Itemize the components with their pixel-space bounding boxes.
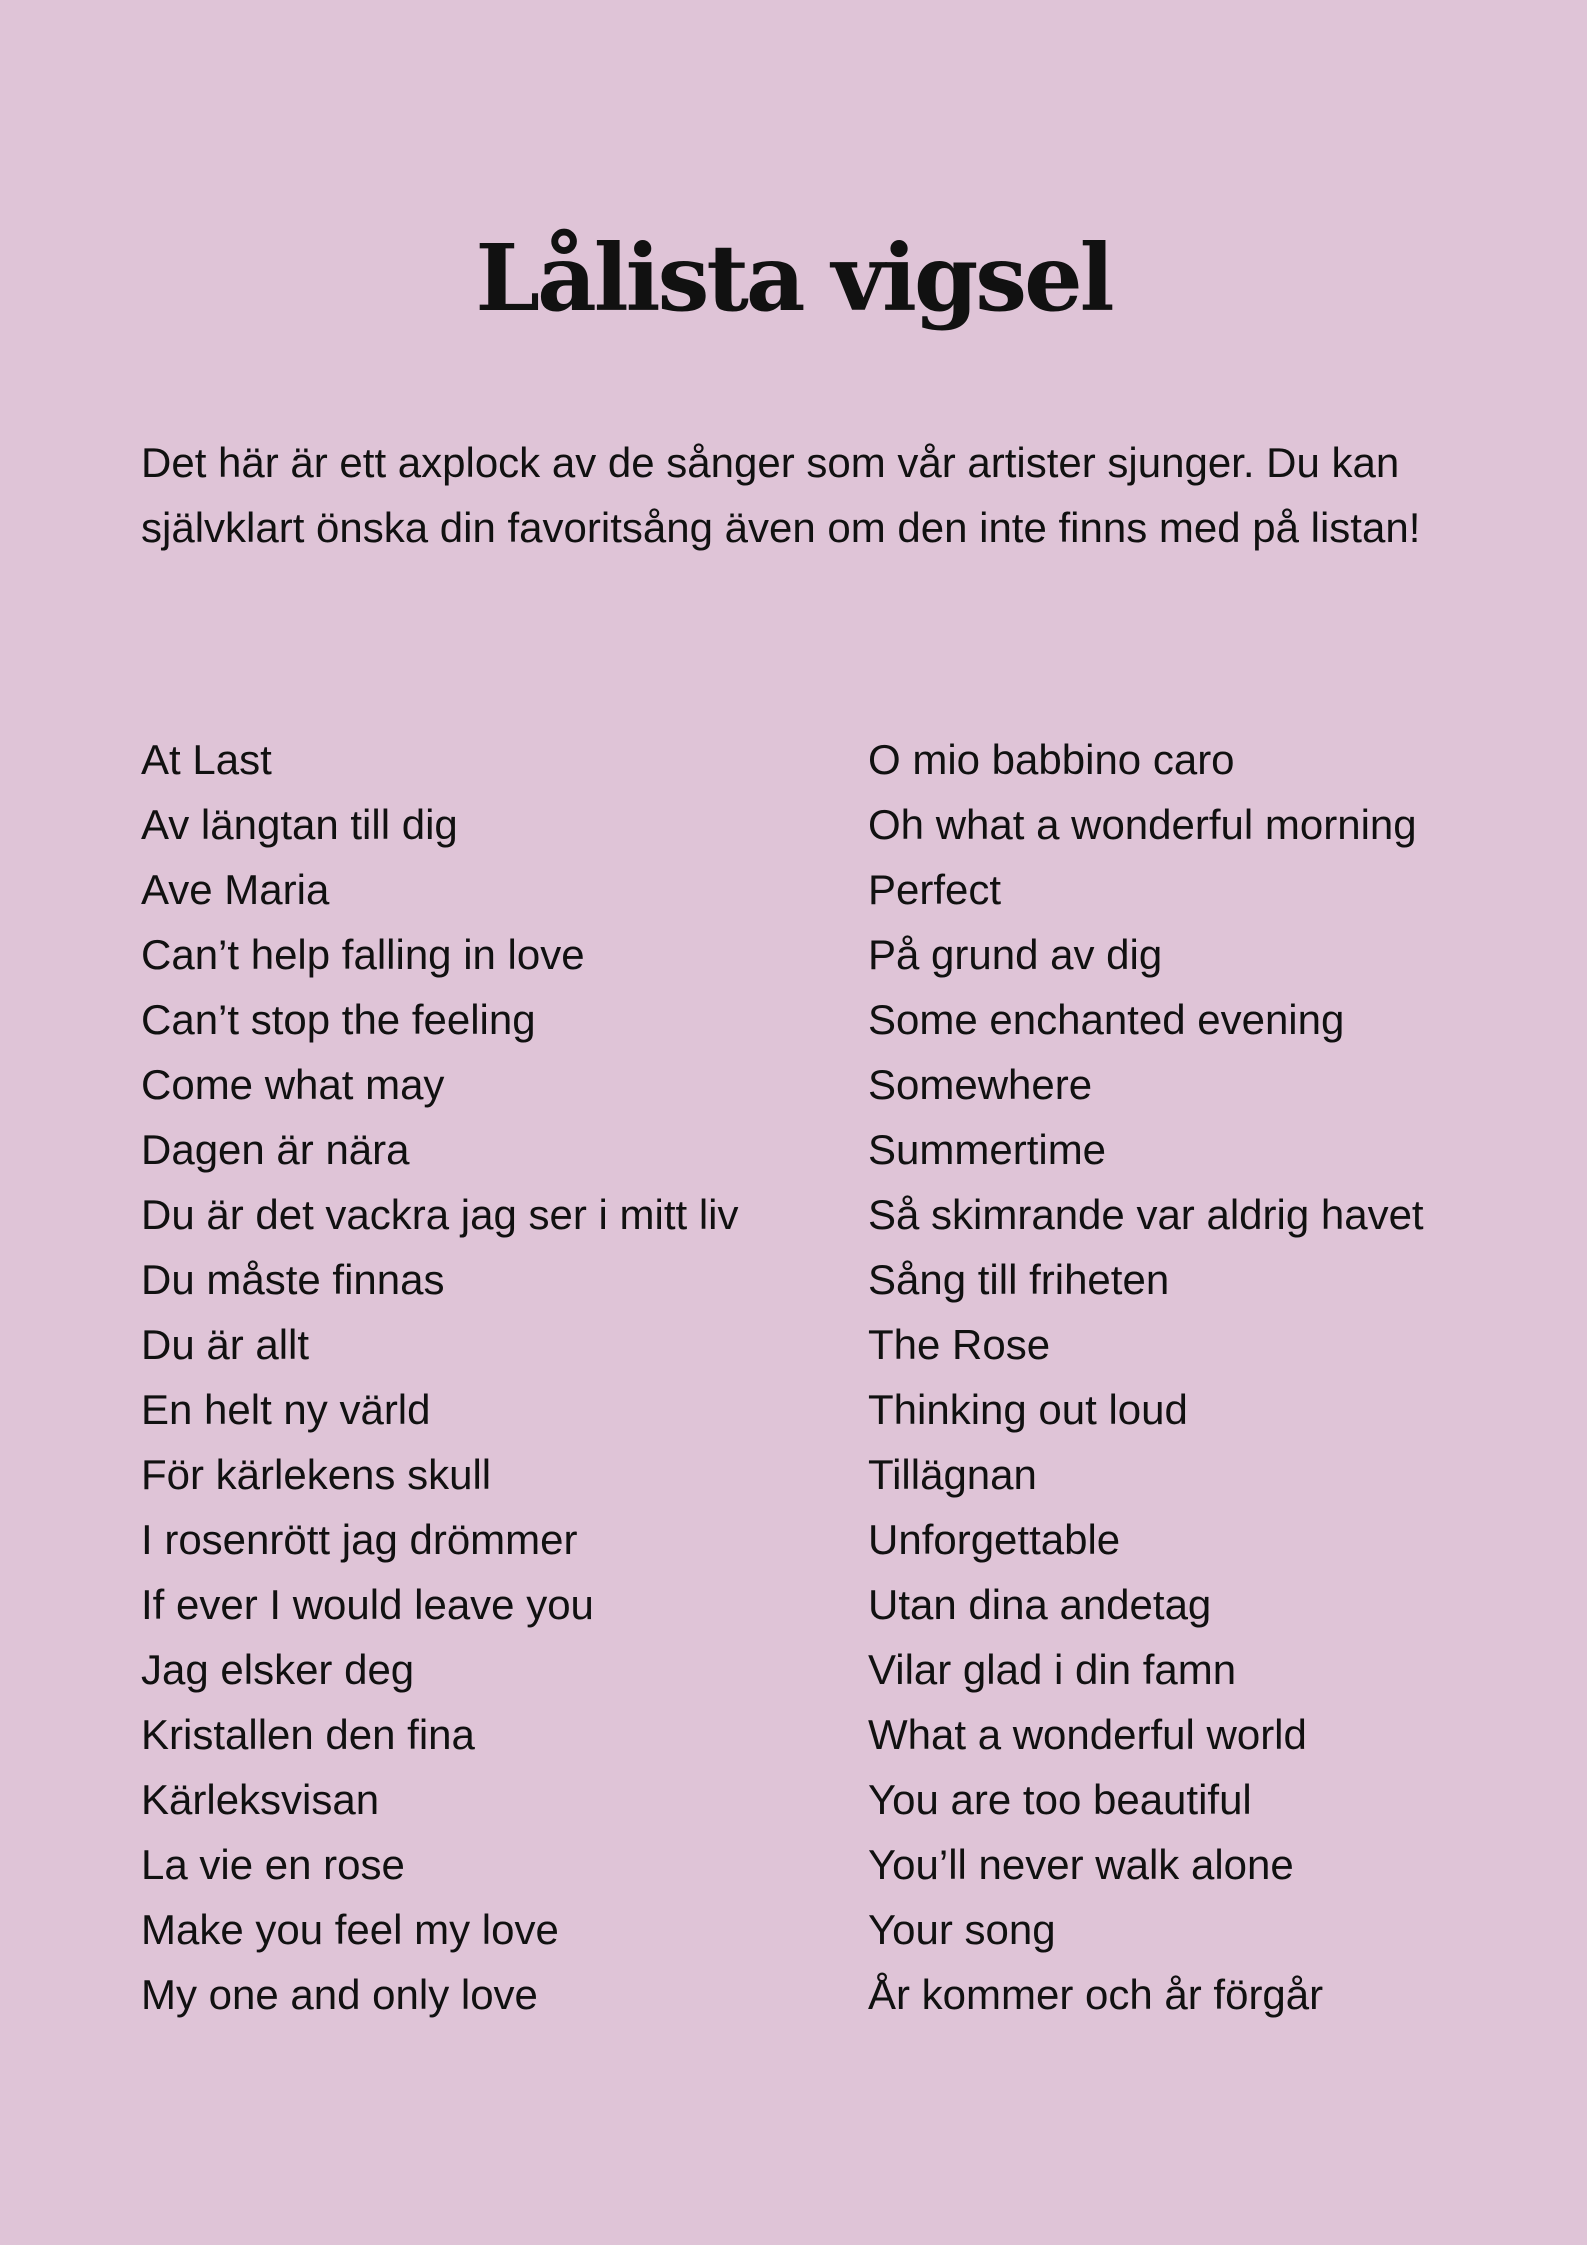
list-item: Tillägnan <box>868 1451 1037 1498</box>
list-item: Utan dina andetag <box>868 1581 1212 1628</box>
list-item: La vie en rose <box>141 1841 405 1888</box>
list-item: Sång till friheten <box>868 1256 1170 1303</box>
list-item: I rosenrött jag drömmer <box>141 1516 578 1563</box>
list-item: Så skimrande var aldrig havet <box>868 1191 1424 1238</box>
list-item: Oh what a wonderful morning <box>868 801 1417 848</box>
song-list-right <box>868 727 1424 2027</box>
list-item: Jag elsker deg <box>141 1646 415 1693</box>
list-item: Ave Maria <box>141 866 330 913</box>
list-item: Unforgettable <box>868 1516 1121 1563</box>
list-item: Some enchanted evening <box>868 996 1345 1043</box>
list-item: Kristallen den fina <box>141 1711 475 1758</box>
list-item: Du är allt <box>141 1321 310 1368</box>
list-item: Somewhere <box>868 1061 1093 1108</box>
list-item: Vilar glad i din famn <box>868 1646 1237 1693</box>
song-list-left <box>141 727 739 2027</box>
list-item: Can’t stop the feeling <box>141 996 536 1043</box>
list-item: The Rose <box>868 1321 1051 1368</box>
list-item: En helt ny värld <box>141 1386 431 1433</box>
list-item: Kärleksvisan <box>141 1776 380 1823</box>
list-item: Can’t help falling in love <box>141 931 585 978</box>
list-item: Du måste finnas <box>141 1256 445 1303</box>
page-title: Lålista vigsel <box>475 224 1112 332</box>
list-item: Dagen är nära <box>141 1126 410 1173</box>
list-item: På grund av dig <box>868 931 1163 978</box>
list-item: Du är det vackra jag ser i mitt liv <box>141 1191 739 1238</box>
list-item: Make you feel my love <box>141 1906 559 1953</box>
list-item: Perfect <box>868 866 1002 913</box>
list-item: Av längtan till dig <box>141 801 458 848</box>
list-item: Your song <box>868 1906 1056 1953</box>
list-item: Summertime <box>868 1126 1107 1173</box>
list-item: För kärlekens skull <box>141 1451 492 1498</box>
intro-paragraph: Det här är ett axplock av de sånger som vår artister sjunger. Du kan självklart önska din favoritsång även om den inte finns med på listan! <box>141 439 1421 551</box>
list-item: What a wonderful world <box>868 1711 1307 1758</box>
list-item: Thinking out loud <box>868 1386 1188 1433</box>
list-item: My one and only love <box>141 1971 538 2018</box>
list-item: Come what may <box>141 1061 445 1108</box>
list-item: At Last <box>141 736 272 783</box>
list-item: If ever I would leave you <box>141 1581 594 1628</box>
list-item: You’ll never walk alone <box>868 1841 1294 1888</box>
list-item: O mio babbino caro <box>868 736 1235 783</box>
list-item: År kommer och år förgår <box>868 1971 1324 2018</box>
list-item: You are too beautiful <box>868 1776 1252 1823</box>
